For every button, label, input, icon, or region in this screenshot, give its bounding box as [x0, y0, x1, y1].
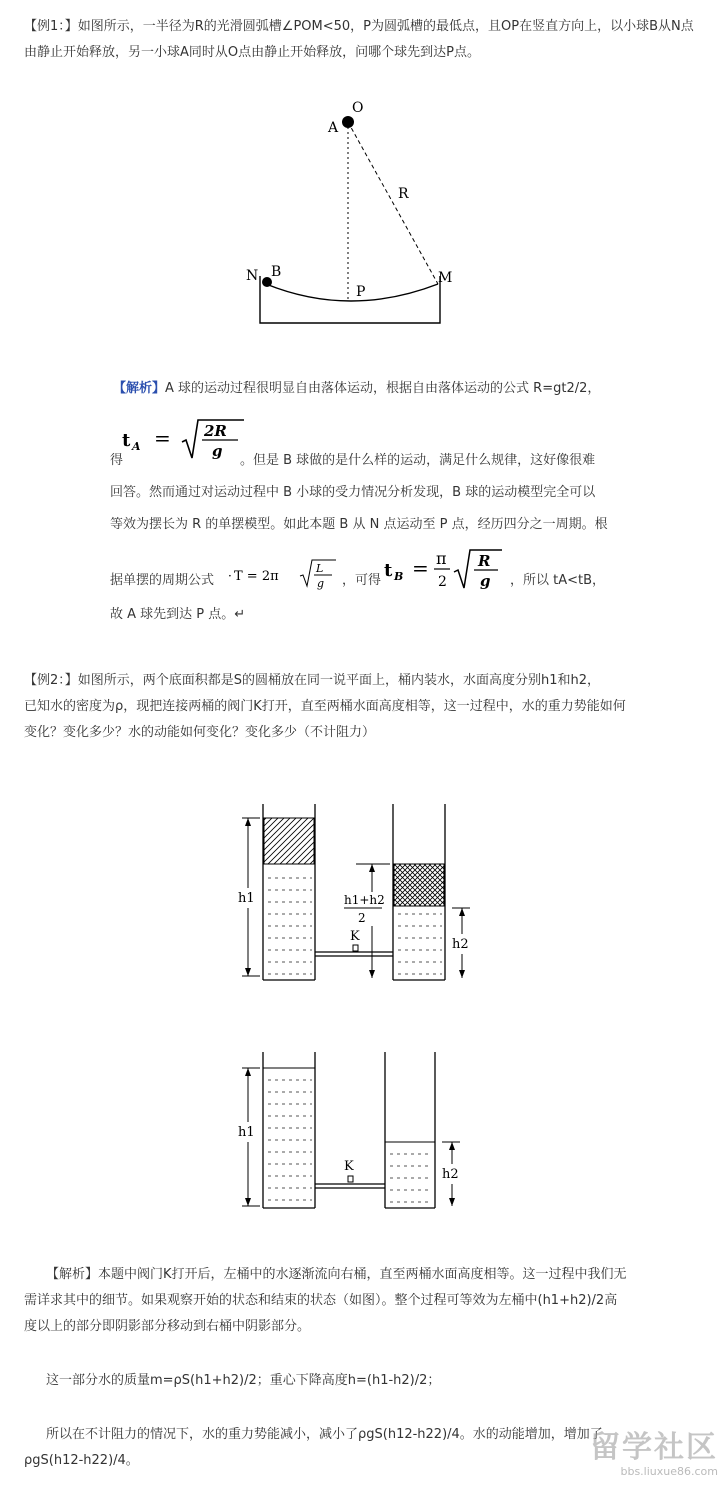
svg-text:T = 2π: T = 2π: [234, 569, 279, 584]
ball-a: [342, 116, 354, 128]
formula-period: [228, 556, 340, 592]
analysis1-line5a: 据单摆的周期公式: [110, 573, 215, 588]
formula-tb: [384, 544, 508, 594]
tanks-initial-svg: [230, 800, 480, 990]
label-k-final: K: [344, 1159, 354, 1174]
label-n: N: [246, 268, 259, 284]
trough-outline: [260, 276, 440, 323]
label-h2: h2: [452, 937, 469, 952]
svg-text:·: ·: [228, 569, 232, 583]
valve-k-final: [348, 1176, 353, 1182]
label-m: M: [438, 270, 453, 286]
svg-text:g: g: [480, 572, 491, 590]
analysis1-line6: 故 A 球先到达 P 点。↵: [110, 607, 246, 622]
figure-tanks-final: [230, 1050, 480, 1215]
analysis1-line5c: ，所以 tA<tB，: [510, 573, 606, 588]
pendulum-arc-svg: [240, 96, 460, 328]
label-b: B: [271, 264, 282, 280]
om-line: [348, 122, 438, 284]
label-frac-num: h1+h2: [344, 893, 385, 907]
watermark-logo-text: 留学社区: [590, 1430, 718, 1465]
left-shaded-region: [264, 818, 314, 864]
label-a: A: [328, 120, 339, 136]
analysis1-line3: 回答。然而通过对运动过程中 B 小球的受力情况分析发现，B 球的运动模型完全可以: [110, 485, 596, 500]
analysis1-line1: 【解析】A 球的运动过程很明显自由落体运动，根据自由落体运动的公式 R=gt2/2，: [113, 381, 601, 396]
formula-ta: [122, 414, 252, 464]
formula-tb-svg: [384, 544, 508, 594]
label-r: R: [398, 186, 409, 202]
analysis2-line6: ρgS(h12-h22)/4。: [24, 1453, 139, 1468]
right-shaded-region: [394, 864, 444, 906]
label-h1: h1: [238, 891, 255, 906]
analysis1-de: 得: [110, 453, 124, 468]
right-water-lines-final: [390, 1154, 432, 1202]
label-o: O: [352, 100, 364, 116]
example2-line2: 已知水的密度为ρ，现把连接两桶的阀门K打开，直至两桶水面高度相等，这一过程中，水的重力势能如何: [24, 699, 626, 714]
label-k: K: [350, 929, 360, 944]
left-water-lines-final: [268, 1080, 312, 1200]
analysis2-line1: 【解析】本题中阀门K打开后，左桶中的水逐渐流向右桶，直至两桶水面高度相等。这一过程中我们无: [46, 1267, 627, 1282]
right-water-lines: [398, 914, 442, 974]
svg-text:g: g: [317, 577, 325, 590]
analysis1-line4: 等效为摆长为 R 的单摆模型。如此本题 B 从 N 点运动至 P 点，经历四分之一周期。根: [110, 517, 608, 532]
svg-text:2R: 2R: [204, 422, 227, 440]
left-water-lines: [268, 878, 312, 974]
example2-line1: 【例2：】如图所示，两个底面积都是S的圆桶放在同一说平面上，桶内装水，水面高度分别h1和h2，: [24, 673, 601, 688]
figure-tanks-initial: [230, 800, 480, 990]
svg-text:R: R: [478, 552, 491, 570]
svg-text:π: π: [436, 549, 447, 568]
svg-text:L: L: [316, 562, 324, 575]
formula-period-svg: [228, 556, 340, 592]
label-h1-final: h1: [238, 1125, 255, 1140]
formula-ta-svg: [122, 414, 252, 464]
svg-text:=: =: [412, 556, 429, 580]
example2-line3: 变化？变化多少？水的动能如何变化？变化多少（不计阻力）: [24, 725, 376, 740]
example1-text: 【例1：】如图所示，一半径为R的光滑圆弧槽∠POM<50，P为圆弧槽的最低点，且OP在竖直方向上，以小球B从N点由静止开始释放，另一小球A同时从O点由静止开始释放，问哪个球先到达P点。: [24, 19, 694, 60]
svg-text:B: B: [394, 570, 404, 583]
label-frac-den: 2: [358, 911, 366, 925]
analysis2-line3: 度以上的部分即阴影部分移动到右桶中阴影部分。: [24, 1319, 311, 1334]
svg-text:t: t: [122, 430, 131, 451]
analysis1-line2: 。但是 B 球做的是什么样的运动，满足什么规律，这好像很难: [240, 453, 596, 468]
tanks-final-svg: [230, 1050, 480, 1215]
analysis2-line5: 所以在不计阻力的情况下，水的重力势能减小，减小了ρgS(h12-h22)/4。水的动能增加，增加了: [46, 1427, 603, 1442]
label-p: P: [356, 284, 366, 300]
analysis2-line4: 这一部分水的质量m=ρS(h1+h2)/2；重心下降高度h=(h1-h2)/2；: [46, 1373, 441, 1388]
svg-text:t: t: [384, 560, 393, 581]
watermark-logo: [548, 1431, 718, 1487]
valve-k: [353, 945, 358, 951]
svg-text:2: 2: [438, 574, 447, 590]
analysis2-line2: 需详求其中的细节。如果观察开始的状态和结束的状态（如图）。整个过程可等效为左桶中(h1+h2)/2高: [24, 1293, 618, 1308]
label-h2-final: h2: [442, 1167, 459, 1182]
analysis-tag: 【解析】: [113, 381, 166, 396]
analysis1-line5b: ，可得: [342, 573, 382, 588]
svg-text:=: =: [154, 426, 171, 450]
svg-text:A: A: [132, 440, 141, 453]
figure-pendulum-arc: [240, 96, 460, 328]
svg-text:g: g: [212, 442, 223, 460]
watermark-url: bbs.liuxue86.com: [620, 1465, 718, 1478]
arc-surface: [266, 284, 438, 301]
